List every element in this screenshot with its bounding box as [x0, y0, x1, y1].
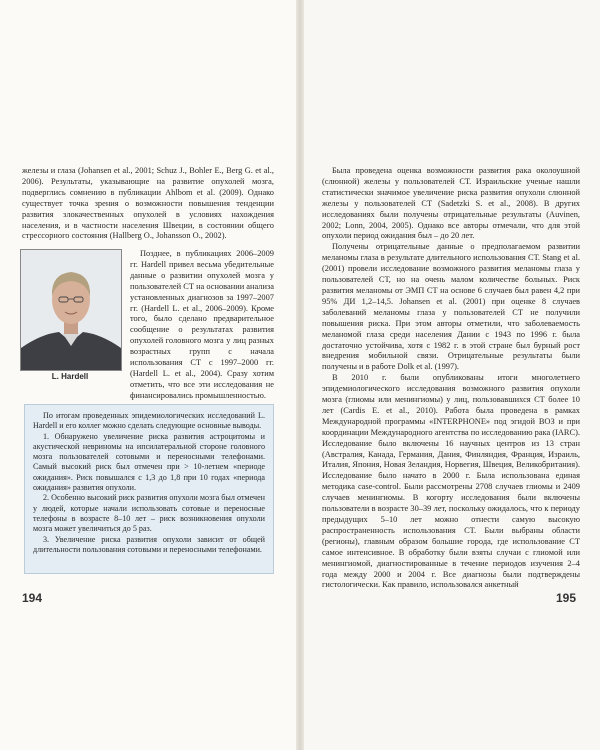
left-intro-paragraph: железы и глаза (Johansen et al., 2001; Schuz J., Bohler E., Berg G. et al., 2006). Результаты, указывающие на развитие опухолей мозга, подверглись сомнению в публикации Ahlbom et al. (2009). Однако существует точка зрения о возможности повышения тенденции развития злокачественных опухолей в условиях нахождения населения, и в частности населения Швеции, в состоянии общего стрессорного состояния (Hallberg O., Johansson O., 2002).: [22, 166, 274, 241]
page-number-right: 195: [556, 591, 577, 605]
box-item-2: 2. Особенно высокий риск развития опухоли мозга был отмечен у людей, которые начали использовать сотовые и переносные телефоны в возрасте 8–10 лет – риск возникновения опухоли мозга может увеличиться до 5 раз.: [33, 493, 265, 534]
conclusions-box: [24, 404, 274, 574]
right-text-block: [322, 166, 580, 591]
photo-caption: L. Hardell: [51, 372, 89, 381]
box-item-1: 1. Обнаружено увеличение риска развития астроцитомы и акустической невриномы на ипсилатеральной стороне головного мозга пользователей сотовыми и переносными телефонами. Самый высокий риск был отмечен при > 10-летнем «периоде ожидания». Риск повышался с 1,3 до 1,8 при 10 годах «периода ожидания» развития опухоли.: [33, 431, 265, 493]
portrait-image: [21, 250, 121, 370]
page-number-left: 194: [22, 591, 43, 605]
hardell-text-block: [130, 249, 274, 402]
box-item-3: 3. Увеличение риска развития опухоли зависит от общей длительности пользования сотовыми и переносными телефонами.: [33, 534, 265, 554]
box-intro: По итогам проведенных эпидемиологических исследований L. Hardell и его коллег можно сделать следующие основные выводы.: [33, 411, 265, 431]
right-paragraph-1: Была проведена оценка возможности развития рака околоушной (слюнной) железы у пользователей СТ. Израильские ученые нашли статистически значимое увеличение риска развития опухоли слюнной железы у пользователей СТ (Sadetzki S. et al., 2008). В других исследованиях были получены отрицательные результаты (Auvinen, 2002; Lonn, 2004, 2005). Однако все авторы отмечали, что для этой опухоли период ожидания был – до 20 лет.: [322, 166, 580, 241]
book-spine: [296, 0, 304, 750]
left-intro-block: [22, 166, 274, 242]
right-paragraph-3: В 2010 г. были опубликованы итоги многолетнего эпидемиологического исследования возможного развития опухоли мозга (глиомы или менингиомы) у лиц, пользовавшихся СТ более 10 лет (Cardis E. et al., 2010). Работа была проведена в рамках Международной программы «INTERPHONE» под эгидой ВОЗ и при координации Международного агентства по исследованию рака (IARC). Исследование было включены 16 научных центров из 13 стран (Австралия, Канада, Германия, Дания, Финляндия, Франция, Израиль, Италия, Япония, Новая Зеландия, Норвегия, Швеция, Великобритания). Исследование было начато в 2000 г. Была использована единая методика case-control. Были рассмотрены 2708 случаев глиомы и 2409 случаев менингиомы. В когорту исследования были включены пользователи в возрасте 30–39 лет, поскольку ожидалось, что к периоду предыдущих 5–10 лет можно отнести самую высокую распространенность использования СТ. Были выбраны области (регионы), главным образом большие города, где использование СТ самое интенсивное. В обработку были взяты случаи с глиомой или менингиомой, диагностированные в течение периодов изучения 2–4 года между 2000 и 2004 г. Все диагнозы были подтверждены гистологически. Как правило, использовался анкетный: [322, 373, 580, 590]
hardell-paragraph: Позднее, в публикациях 2006–2009 гг. Hardell привел весьма убедительные данные о развитии опухолей мозга у пользователей СТ на основании анализа установленных диагнозов за 1997–2007 гг. (Hardell L. et al., 2006–2009). Кроме того, было сделано предварительное сообщение о результатах развития опухолей головного мозга у лиц разных возрастных групп с начала использования СТ с 1997–2000 гг. (Hardell L. et al., 2004). Сразу хотим отметить, что все эти исследования не финансировались промышленностью.: [130, 249, 274, 400]
hardell-photo: [20, 249, 122, 371]
right-paragraph-2: Получены отрицательные данные о предполагаемом развитии меланомы глаза в результате длительного использования СТ. Stang et al. (2001) провели исследование возможного развития меланомы глаза у пользователей СТ, но на очень малом количестве больных. Риск развития меланомы от ЭМП СТ на основе 6 случаев был равен 4,2 при 95% ДИ 1,2–14,5. Johansen et al. (2001) при оценке 8 случаев заболеваний меланомы глаза у пользователей СТ не получили повышения риска. При этом авторы отметили, что заболеваемость меланомой глаза среди населения Дании с 1943 по 1996 г. была достаточно устойчива, хотя с 1982 г. в этой стране был бурный рост внедрения мобильной связи. Отрицательные результаты были получены и в работе Dolk et al. (1997).: [322, 242, 580, 372]
